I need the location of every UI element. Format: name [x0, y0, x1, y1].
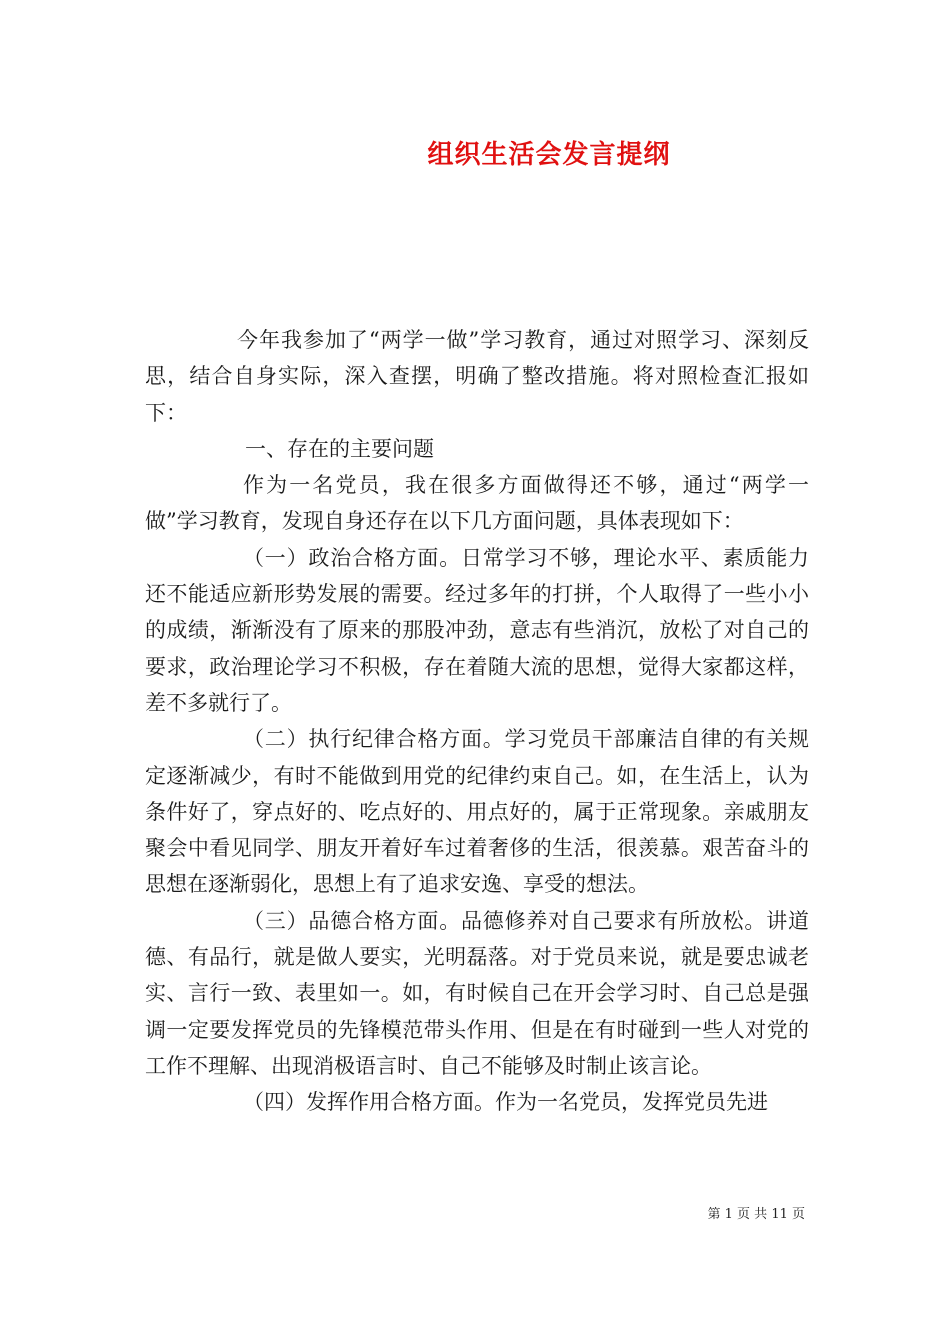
document-body: [145, 322, 809, 1121]
paragraph-discipline: （二）执行纪律合格方面。学习党员干部廉洁自律的有关规定逐渐减少，有时不能做到用党的纪律约束自己。如，在生活上，认为条件好了，穿点好的、吃点好的、用点好的，属于正常现象。亲戚朋友聚会中看见同学、朋友开着好车过着奢侈的生活，很羡慕。艰苦奋斗的思想在逐渐弱化，思想上有了追求安逸、享受的想法。: [145, 727, 809, 897]
document-title: 组织生活会发言提纲: [427, 140, 671, 170]
paragraph-role: （四）发挥作用合格方面。作为一名党员，发挥党员先进: [243, 1090, 768, 1115]
paragraph-intro: 今年我参加了“两学一做”学习教育，通过对照学习、深刻反思，结合自身实际，深入查摆，明确了整改措施。将对照检查汇报如下：: [145, 328, 809, 425]
page-footer: 第 1 页 共 11 页: [707, 1207, 805, 1222]
paragraph-political: （一）政治合格方面。日常学习不够，理论水平、素质能力还不能适应新形势发展的需要。经过多年的打拼，个人取得了一些小小的成绩，渐渐没有了原来的那股冲劲，意志有些消沉，放松了对自己的要求，政治理论学习不积极，存在着随大流的思想，觉得大家都这样，差不多就行了。: [145, 545, 809, 715]
section-heading: 一、存在的主要问题: [245, 436, 434, 461]
paragraph-overview: 作为一名党员，我在很多方面做得还不够，通过“两学一做”学习教育，发现自身还存在以下几方面问题，具体表现如下：: [145, 473, 809, 534]
paragraph-morality: （三）品德合格方面。品德修养对自己要求有所放松。讲道德、有品行，就是做人要实，光明磊落。对于党员来说，就是要忠诚老实、言行一致、表里如一。如，有时候自己在开会学习时、自己总是强调一定要发挥党员的先锋模范带头作用、但是在有时碰到一些人对党的工作不理解、出现消极语言时、自己不能够及时制止该言论。: [145, 908, 809, 1078]
